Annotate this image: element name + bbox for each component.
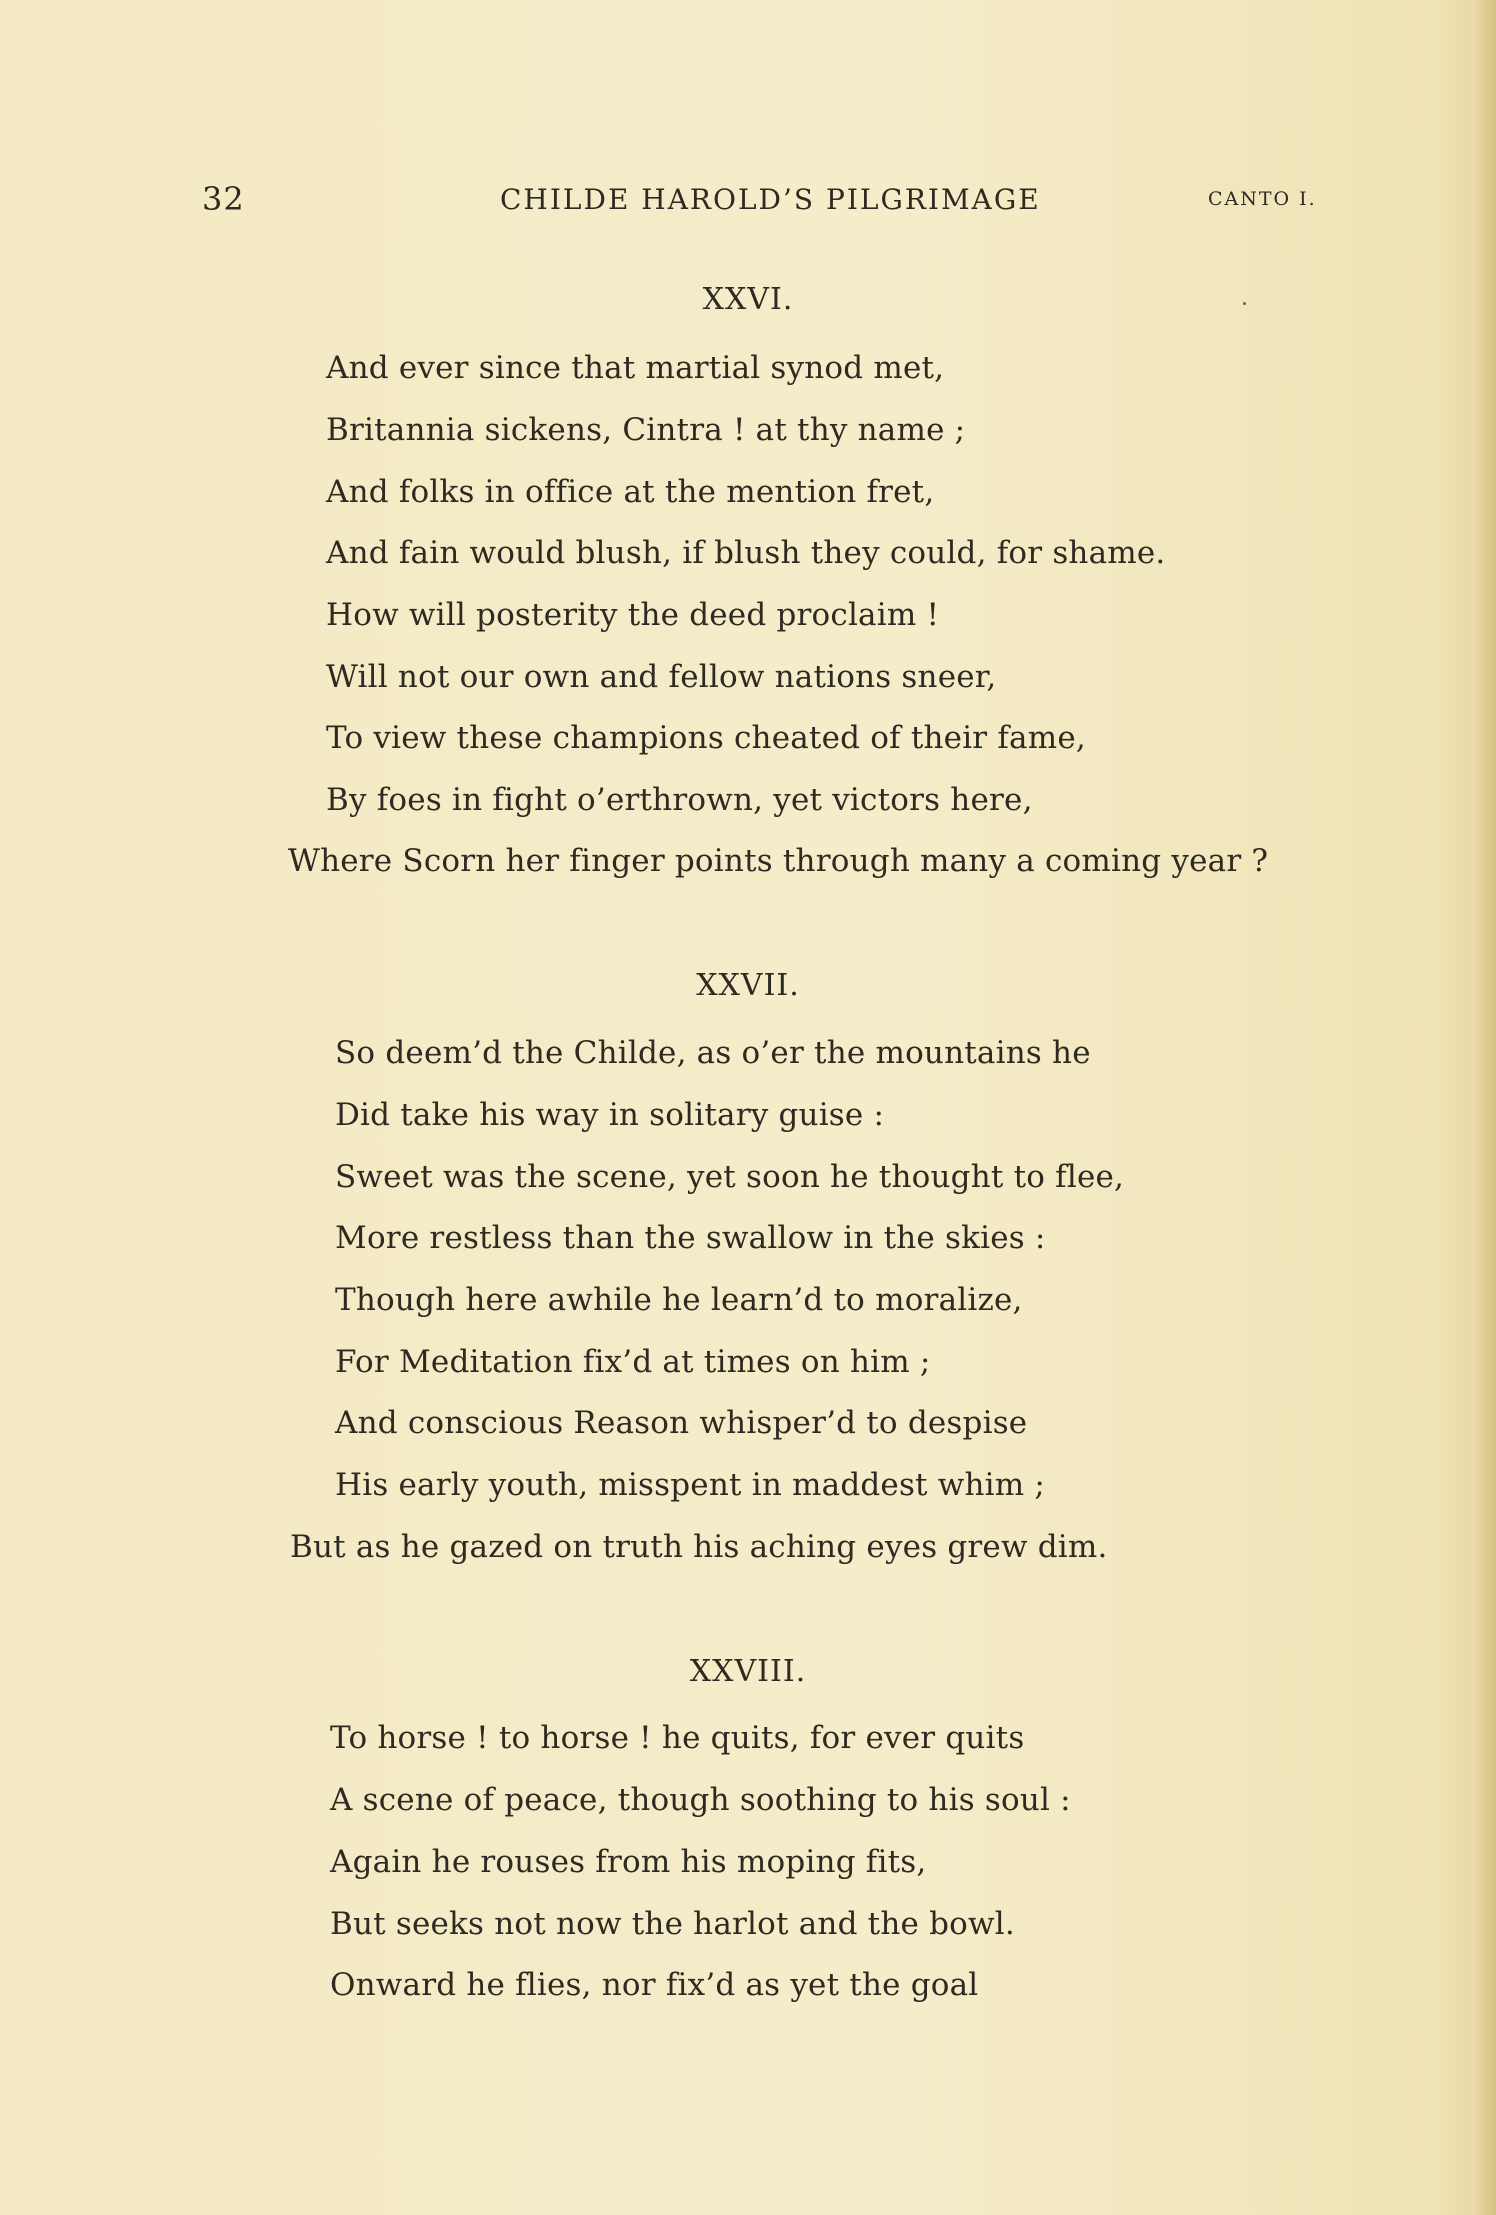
verse-line: So deem’d the Childe, as o’er the mountains he <box>335 1035 1091 1071</box>
stanza-number: XXVII. <box>696 968 800 1003</box>
verse-line: And conscious Reason whisper’d to despise <box>335 1405 1028 1441</box>
verse-line: Onward he flies, nor fix’d as yet the goal <box>330 1967 979 2003</box>
verse-line: To horse ! to horse ! he quits, for ever quits <box>330 1720 1025 1756</box>
verse-line: For Meditation fix’d at times on him ; <box>335 1344 931 1380</box>
canto-label: CANTO I. <box>1208 188 1317 210</box>
running-header <box>0 180 1496 230</box>
verse-line: Where Scorn her finger points through many a coming year ? <box>288 843 1269 879</box>
verse-line: Britannia sickens, Cintra ! at thy name ; <box>326 412 966 448</box>
stanza-number: XXVIII. <box>689 1654 807 1689</box>
verse-line: And folks in office at the mention fret, <box>326 474 935 510</box>
verse-line: Did take his way in solitary guise : <box>335 1097 885 1133</box>
verse-line: But as he gazed on truth his aching eyes grew dim. <box>290 1529 1108 1565</box>
verse-line: By foes in fight o’erthrown, yet victors here, <box>326 782 1033 818</box>
verse-line: But seeks not now the harlot and the bowl. <box>330 1906 1015 1942</box>
verse-line: More restless than the swallow in the skies : <box>335 1220 1046 1256</box>
verse-line: To view these champions cheated of their fame, <box>326 720 1086 756</box>
verse-line: And ever since that martial synod met, <box>326 350 945 386</box>
verse-line: A scene of peace, though soothing to his soul : <box>330 1782 1071 1818</box>
verse-line: Again he rouses from his moping fits, <box>330 1844 927 1880</box>
page-number: 32 <box>202 180 245 218</box>
verse-line: Sweet was the scene, yet soon he thought to flee, <box>335 1159 1125 1195</box>
book-title: CHILDE HAROLD’S PILGRIMAGE <box>500 183 1041 216</box>
verse-line: Though here awhile he learn’d to moralize, <box>335 1282 1023 1318</box>
stanza-number: XXVI. <box>702 282 794 317</box>
verse-line: And fain would blush, if blush they could, for shame. <box>326 535 1166 571</box>
page-edge-shadow <box>1474 0 1496 2215</box>
verse-line: Will not our own and fellow nations sneer, <box>326 659 997 695</box>
verse-line: His early youth, misspent in maddest whim ; <box>335 1467 1046 1503</box>
verse-line: How will posterity the deed proclaim ! <box>326 597 940 633</box>
